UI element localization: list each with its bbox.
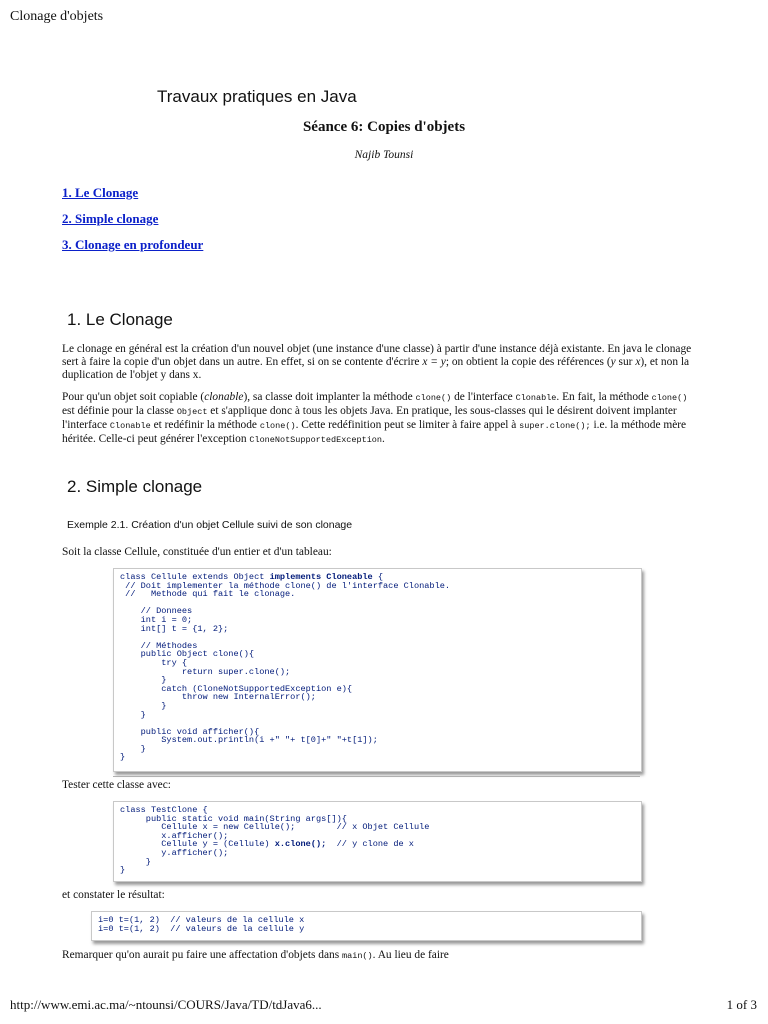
session-title: Séance 6: Copies d'objets [302,119,466,135]
constater-text: et constater le résultat: [62,889,165,901]
section-1-paragraph-2: Pour qu'un objet soit copiable (clonable), sa classe doit implanter la méthode clone() de l'interface Clonable. En fait, la méthode clone() est définie pour la classe Object et s'applique donc à tous les objets Java. En pratique, les sous-classes qui le désirent doivent implanter l'interface Clonable et redéfinir la méthode clone(). Cette redéfinition peut se limiter à faire appel à super.clone(); i.e. la méthode mère héritée. Celle-ci peut générer l'exception CloneNotSupportedException. [62,391,688,445]
toc-link-clonage-profondeur[interactable]: 3. Clonage en profondeur [62,237,204,252]
code-block-testclone: class TestClone { public static void main(String args[]){ Cellule x = new Cellule(); // x Objet Cellule x.afficher(); Cellule y = (Cellule) x.clone(); // y clone de x y.afficher(); } } [113,801,642,882]
code-block-output: i=0 t=(1, 2) // valeurs de la cellule x i=0 t=(1, 2) // valeurs de la cellule y [91,911,642,941]
example-label: Exemple 2.1. Création d'un objet Cellule suivi de son clonage [67,519,353,531]
section-1-heading: 1. Le Clonage [67,310,173,329]
toc-link-simple-clonage[interactable]: 2. Simple clonage [62,211,159,226]
toc-item-1[interactable] [62,184,138,202]
toc-item-3[interactable] [62,236,203,254]
tester-text: Tester cette classe avec: [62,779,171,791]
document-title: Travaux pratiques en Java [157,87,357,106]
divider [113,776,640,777]
remarquer-text: Remarquer qu'on aurait pu faire une affectation d'objets dans main(). Au lieu de faire [62,949,449,961]
class-intro-text: Soit la classe Cellule, constituée d'un entier et d'un tableau: [62,546,332,558]
section-2-heading: 2. Simple clonage [67,477,203,496]
toc-link-le-clonage[interactable]: 1. Le Clonage [62,185,139,200]
section-1-paragraph-1: Le clonage en général est la création d'un nouvel objet (une instance d'une classe) à partir d'une instance déjà existante. En java le clonage sert à faire la copie d'un objet dans un autre. En effet, si on se contente d'écrire x = y; on obtient la copie des références (y sur x), et non la duplication de l'objet y dans x. [62,343,692,381]
author-name: Najib Tounsi [354,149,414,161]
code-block-cellule: class Cellule extends Object implements Cloneable { // Doit implementer la méthode clone() de l'interface Clonable. // Methode qui fait le clonage. // Donnees int i = 0; int[] t = {1, 2}; // Méthodes public Object clone(){ try { return super.clone(); } catch (CloneNotSupportedException e){ throw new InternalError(); } } public void afficher(){ System.out.println(i +" "+ t[0]+" "+t[1]); } } [113,568,642,772]
page-header-title: Clonage d'objets [10,9,104,24]
toc-item-2[interactable] [62,210,158,228]
footer-page-number: 1 of 3 [726,997,757,1012]
footer-url: http://www.emi.ac.ma/~ntounsi/COURS/Java/TD/tdJava6... [10,997,322,1012]
